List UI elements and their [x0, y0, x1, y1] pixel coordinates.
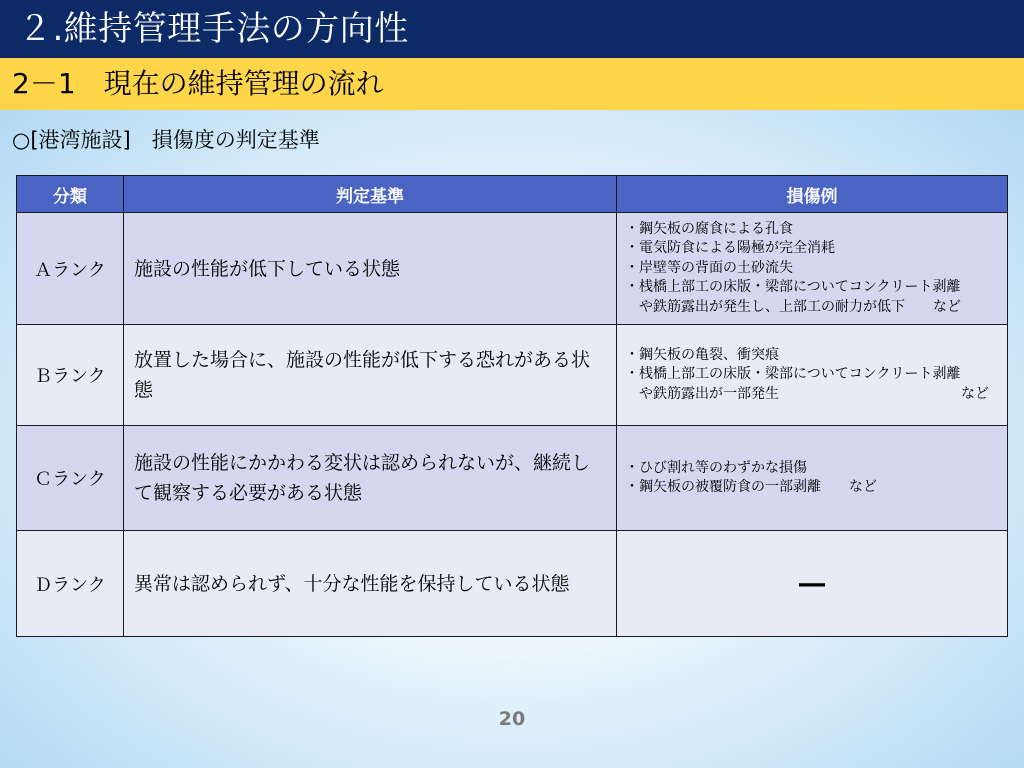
damage-criteria-table: [16, 175, 1008, 637]
example-item: ・ひび割れ等のわずかな損傷: [625, 459, 807, 476]
table-header-row: [17, 176, 1008, 213]
table-row-rank-a: [17, 213, 1008, 325]
header-classification: 分類: [17, 176, 124, 213]
criteria-cell: 異常は認められず、十分な性能を保持している状態: [124, 531, 617, 637]
examples-cell: [617, 213, 1008, 325]
section-label: ○[港湾施設] 損傷度の判定基準: [12, 128, 320, 152]
example-item: ・岸壁等の背面の土砂流失: [625, 259, 793, 276]
example-item: ・桟橋上部工の床版・梁部についてコンクリート剥離: [625, 279, 961, 296]
criteria-cell: 施設の性能が低下している状態: [124, 213, 617, 325]
table-row-rank-d: [17, 531, 1008, 637]
examples-cell-none: ―: [617, 531, 1008, 637]
example-item: ・鋼矢板の腐食による孔食: [625, 220, 793, 237]
page-number: 20: [498, 708, 526, 730]
slide-title: ２.維持管理手法の方向性: [0, 0, 1024, 58]
slide-subtitle: 2－1 現在の維持管理の流れ: [0, 58, 1024, 110]
criteria-cell: 放置した場合に、施設の性能が低下する恐れがある状態: [124, 325, 617, 426]
rank-cell: Ｃランク: [17, 426, 124, 531]
example-item: ・鋼矢板の被覆防食の一部剥離 など: [625, 479, 877, 495]
table-row-rank-c: [17, 426, 1008, 531]
example-item: ・桟橋上部工の床版・梁部についてコンクリート剥離: [625, 366, 961, 383]
examples-cell: [617, 325, 1008, 426]
header-examples: 損傷例: [617, 176, 1008, 213]
rank-cell: Ｂランク: [17, 325, 124, 426]
header-criteria: 判定基準: [124, 176, 617, 213]
example-item: ・電気防食による陽極が完全消耗: [625, 240, 835, 257]
examples-cell: [617, 426, 1008, 531]
example-item: や鉄筋露出が発生し、上部工の耐力が低下 など: [625, 298, 961, 315]
example-item: や鉄筋露出が一部発生 など: [625, 385, 989, 402]
rank-cell: Ａランク: [17, 213, 124, 325]
rank-cell: Ｄランク: [17, 531, 124, 637]
criteria-cell: 施設の性能にかかわる変状は認められないが、継続して観察する必要がある状態: [124, 426, 617, 531]
example-item: ・鋼矢板の亀裂、衝突痕: [625, 346, 779, 363]
table-row-rank-b: [17, 325, 1008, 426]
